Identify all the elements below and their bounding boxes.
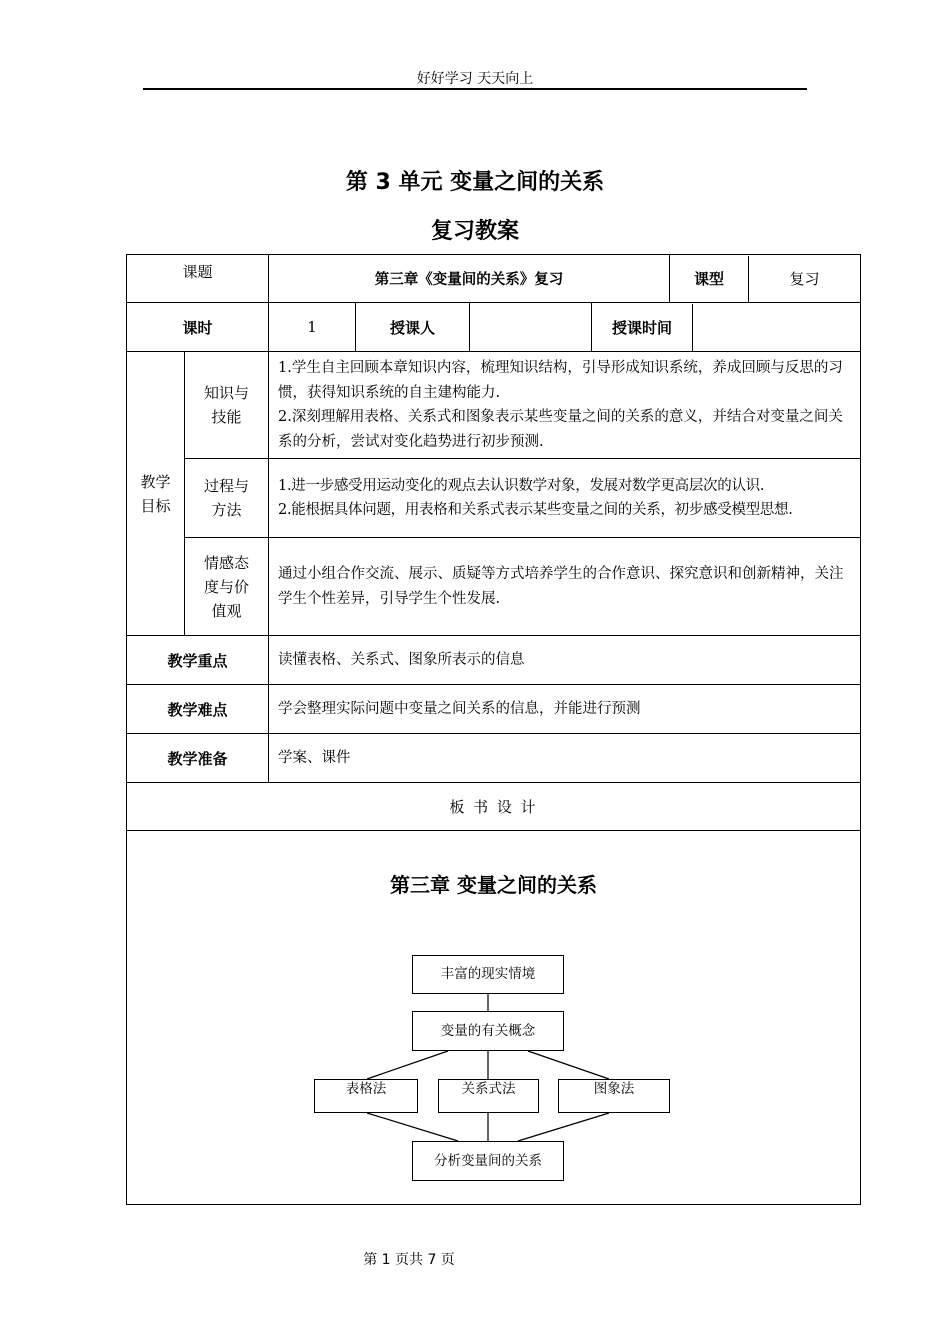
goal-row-attitude xyxy=(127,538,861,636)
topic-row xyxy=(127,255,861,303)
goal-attitude-label: 情感态 度与价 值观 xyxy=(185,538,269,636)
lesson-plan-table xyxy=(126,254,861,1205)
document-title: 第 3 单元 变量之间的关系 xyxy=(345,170,605,195)
connector-table-analysis xyxy=(367,1113,458,1141)
topic-label: 课题 xyxy=(127,255,269,303)
prep-row xyxy=(127,734,861,783)
difficulty-label: 教学难点 xyxy=(127,685,269,734)
board-title: 第三章 变量之间的关系 xyxy=(390,873,597,897)
topic-value: 第三章《变量间的关系》复习 xyxy=(269,255,670,303)
goal-process-label: 过程与 方法 xyxy=(185,459,269,538)
connector-concept-table xyxy=(367,1051,448,1079)
key-value: 读懂表格、关系式、图象所表示的信息 xyxy=(269,636,861,685)
goal-attitude-text: 通过小组合作交流、展示、质疑等方式培养学生的合作意识、探究意识和创新精神，关注学生个性差异，引导学生个性发展. xyxy=(269,538,861,636)
board-label-row xyxy=(127,783,861,831)
periods-value: 1 xyxy=(269,303,356,352)
prep-value: 学案、课件 xyxy=(269,734,861,783)
difficulty-row xyxy=(127,685,861,734)
node-analysis: 分析变量间的关系 xyxy=(412,1141,564,1181)
periods-label: 课时 xyxy=(127,303,269,352)
connector-graph-analysis xyxy=(518,1113,609,1141)
node-formula-method: 关系式法 xyxy=(438,1079,539,1113)
difficulty-value: 学会整理实际问题中变量之间关系的信息，并能进行预测 xyxy=(269,685,861,734)
document-subtitle: 复习教案 xyxy=(430,219,519,244)
time-label: 授课时间 xyxy=(592,304,693,351)
type-label: 课型 xyxy=(670,256,749,302)
goals-label: 教学 目标 xyxy=(127,352,185,636)
goal-process-text: 1.进一步感受用运动变化的观点去认识数学对象，发展对数学更高层次的认识. 2.能根据具体问题，用表格和关系式表示某些变量之间的关系，初步感受模型思想. xyxy=(269,459,861,538)
node-graph-method: 图象法 xyxy=(558,1079,670,1113)
page-footer: 第 1 页共 7 页 xyxy=(363,1252,455,1268)
type-value: 复习 xyxy=(789,270,820,288)
key-row xyxy=(127,636,861,685)
goal-knowledge-text: 1.学生自主回顾本章知识内容，梳理知识结构，引导形成知识系统，养成回顾与反思的习惯，获得知识系统的自主建构能力. 2.深刻理解用表格、关系式和图象表示某些变量之间的关系的意义，并结合对变量之间关系的分析，尝试对变化趋势进行初步预测. xyxy=(269,352,861,459)
connector-concept-graph xyxy=(528,1051,609,1079)
goal-row-knowledge xyxy=(127,352,861,459)
page-header: 好好学习 天天向上 xyxy=(416,71,534,87)
node-variable-concepts: 变量的有关概念 xyxy=(412,1011,564,1051)
node-table-method: 表格法 xyxy=(314,1079,418,1113)
key-label: 教学重点 xyxy=(127,636,269,685)
goal-knowledge-label: 知识与 技能 xyxy=(185,352,269,459)
periods-row xyxy=(127,303,861,352)
board-row xyxy=(127,831,861,1205)
teacher-label: 授课人 xyxy=(356,303,470,352)
time-value xyxy=(693,304,860,351)
prep-label: 教学准备 xyxy=(127,734,269,783)
teacher-value xyxy=(470,303,592,352)
goal-row-process xyxy=(127,459,861,538)
node-real-situation: 丰富的现实情境 xyxy=(412,955,564,994)
board-label: 板 书 设 计 xyxy=(127,783,861,831)
board-design xyxy=(127,831,860,1203)
header-rule xyxy=(143,88,807,90)
